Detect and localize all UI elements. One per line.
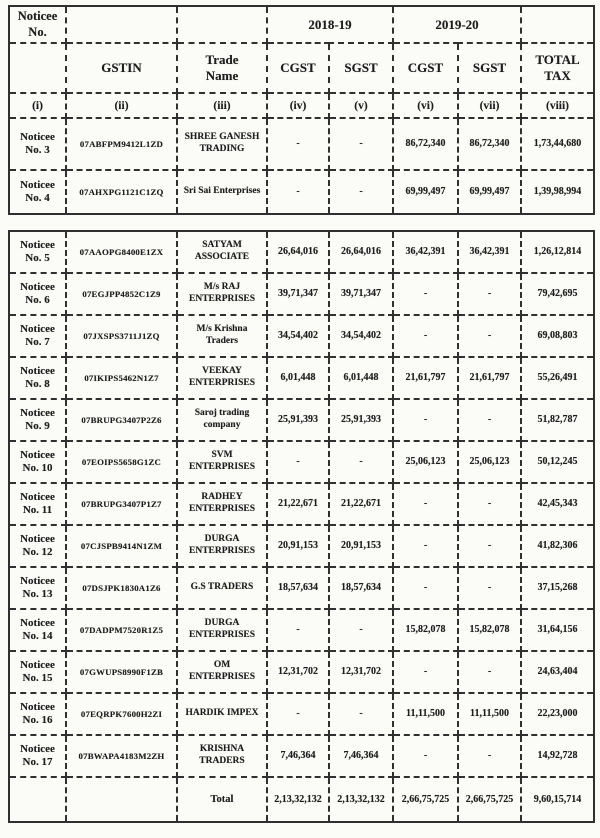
cgst-2018-19-cell: 18,57,634 [267, 567, 329, 609]
total-tax-cell: 22,23,000 [521, 693, 594, 735]
trade-name-cell: SVM ENTERPRISES [177, 441, 267, 483]
table-row [9, 399, 594, 441]
table-row [9, 483, 594, 525]
cgst-2018-19-cell: 34,54,402 [267, 315, 329, 357]
gstin-cell: 07ABFPM9412L1ZD [66, 118, 177, 170]
total-tax-cell: 24,63,404 [521, 651, 594, 693]
total-label: Total [177, 777, 267, 822]
cgst-2018-19-cell: - [267, 170, 329, 214]
table-row [9, 315, 594, 357]
header-cgst-2018-19: CGST [267, 43, 329, 93]
sgst-2018-19-cell: - [329, 609, 393, 651]
table-row [9, 357, 594, 399]
index-iii: (iii) [177, 93, 267, 118]
noticee-no-cell: Noticee No. 11 [9, 483, 66, 525]
sgst-2019-20-cell: 69,99,497 [458, 170, 521, 214]
total-tax-cell: 14,92,728 [521, 735, 594, 777]
noticee-no-cell: Noticee No. 15 [9, 651, 66, 693]
index-ii: (ii) [66, 93, 177, 118]
sgst-2018-19-cell: - [329, 441, 393, 483]
cgst-2019-20-cell: - [393, 567, 458, 609]
trade-name-cell: OM ENTERPRISES [177, 651, 267, 693]
header-row-indices [9, 93, 594, 118]
header-sgst-2019-20: SGST [458, 43, 521, 93]
header-row-columns [9, 43, 594, 93]
cgst-2018-19-cell: 21,22,671 [267, 483, 329, 525]
table-row [9, 693, 594, 735]
cgst-2019-20-cell: - [393, 483, 458, 525]
total-tax-cell: 37,15,268 [521, 567, 594, 609]
cgst-2018-19-cell: 39,71,347 [267, 273, 329, 315]
sgst-2018-19-cell: 18,57,634 [329, 567, 393, 609]
noticee-no-cell: Noticee No. 12 [9, 525, 66, 567]
sgst-2018-19-cell: 6,01,448 [329, 357, 393, 399]
header-year-2019-20: 2019-20 [393, 6, 521, 43]
cgst-2019-20-cell: - [393, 315, 458, 357]
noticee-no-cell: Noticee No. 5 [9, 231, 66, 273]
cgst-2019-20-cell: 69,99,497 [393, 170, 458, 214]
table-row [9, 651, 594, 693]
gstin-cell: 07BWAPA4183M2ZH [66, 735, 177, 777]
noticee-no-cell: Noticee No. 17 [9, 735, 66, 777]
index-vii: (vii) [458, 93, 521, 118]
total-tax-cell: 55,26,491 [521, 357, 594, 399]
total-sgst-2019-20-cell: 2,66,75,725 [458, 777, 521, 822]
total-tax-cell: 1,73,44,680 [521, 118, 594, 170]
cgst-2019-20-cell: 21,61,797 [393, 357, 458, 399]
gst-tax-table-part-1 [8, 5, 595, 215]
index-iv: (iv) [267, 93, 329, 118]
cgst-2019-20-cell: - [393, 273, 458, 315]
total-tax-cell: 79,42,695 [521, 273, 594, 315]
gst-tax-table-part-2 [8, 230, 595, 823]
cgst-2019-20-cell: 86,72,340 [393, 118, 458, 170]
sgst-2019-20-cell: 25,06,123 [458, 441, 521, 483]
sgst-2018-19-cell: 25,91,393 [329, 399, 393, 441]
trade-name-cell: M/s Krishna Traders [177, 315, 267, 357]
table-body-part-1 [9, 118, 594, 214]
cgst-2019-20-cell: - [393, 651, 458, 693]
header-gstin: GSTIN [66, 43, 177, 93]
trade-name-cell: M/s RAJ ENTERPRISES [177, 273, 267, 315]
gstin-cell: 07IKIPS5462N1Z7 [66, 357, 177, 399]
total-cgst-2018-19-cell: 2,13,32,132 [267, 777, 329, 822]
index-i: (i) [9, 93, 66, 118]
cgst-2018-19-cell: - [267, 693, 329, 735]
header-year-2018-19: 2018-19 [267, 6, 393, 43]
total-tax-cell: 1,39,98,994 [521, 170, 594, 214]
table-row [9, 441, 594, 483]
trade-name-cell: KRISHNA TRADERS [177, 735, 267, 777]
gstin-cell: 07JXSPS3711J1ZQ [66, 315, 177, 357]
trade-name-cell: HARDIK IMPEX [177, 693, 267, 735]
cgst-2018-19-cell: 12,31,702 [267, 651, 329, 693]
gstin-cell: 07EGJPP4852C1Z9 [66, 273, 177, 315]
total-tax-grand-total-cell: 9,60,15,714 [521, 777, 594, 822]
trade-name-cell: SHREE GANESH TRADING [177, 118, 267, 170]
cgst-2019-20-cell: - [393, 525, 458, 567]
noticee-no-cell: Noticee No. 7 [9, 315, 66, 357]
sgst-2019-20-cell: - [458, 567, 521, 609]
header-empty-cell [9, 43, 66, 93]
header-empty-cell [521, 6, 594, 43]
cgst-2018-19-cell: 25,91,393 [267, 399, 329, 441]
cgst-2018-19-cell: - [267, 609, 329, 651]
trade-name-cell: G.S TRADERS [177, 567, 267, 609]
table-row [9, 273, 594, 315]
total-tax-cell: 50,12,245 [521, 441, 594, 483]
cgst-2019-20-cell: 25,06,123 [393, 441, 458, 483]
table-row [9, 231, 594, 273]
table-row [9, 118, 594, 170]
cgst-2018-19-cell: 20,91,153 [267, 525, 329, 567]
index-v: (v) [329, 93, 393, 118]
total-row [9, 777, 594, 822]
table-row [9, 735, 594, 777]
total-tax-cell: 31,64,156 [521, 609, 594, 651]
noticee-no-cell: Noticee No. 3 [9, 118, 66, 170]
trade-name-cell: Saroj trading company [177, 399, 267, 441]
table-body-part-2 [9, 231, 594, 777]
gstin-cell: 07CJSPB9414N1ZM [66, 525, 177, 567]
sgst-2019-20-cell: - [458, 483, 521, 525]
header-row-years [9, 6, 594, 43]
sgst-2018-19-cell: - [329, 118, 393, 170]
sgst-2019-20-cell: 11,11,500 [458, 693, 521, 735]
header-noticee-no: Noticee No. [9, 6, 66, 43]
cgst-2018-19-cell: - [267, 441, 329, 483]
total-cgst-2019-20-cell: 2,66,75,725 [393, 777, 458, 822]
table-footer [9, 777, 594, 822]
sgst-2019-20-cell: - [458, 525, 521, 567]
sgst-2018-19-cell: - [329, 170, 393, 214]
table-row [9, 609, 594, 651]
sgst-2019-20-cell: - [458, 315, 521, 357]
gstin-cell: 07EQRPK7600H2ZI [66, 693, 177, 735]
trade-name-cell: Sri Sai Enterprises [177, 170, 267, 214]
sgst-2018-19-cell: 12,31,702 [329, 651, 393, 693]
table-row [9, 567, 594, 609]
header-cgst-2019-20: CGST [393, 43, 458, 93]
index-viii: (viii) [521, 93, 594, 118]
sgst-2018-19-cell: 26,64,016 [329, 231, 393, 273]
noticee-no-cell: Noticee No. 10 [9, 441, 66, 483]
header-total-tax: TOTAL TAX [521, 43, 594, 93]
trade-name-cell: VEEKAY ENTERPRISES [177, 357, 267, 399]
empty-cell [9, 777, 66, 822]
gstin-cell: 07BRUPG3407P1Z7 [66, 483, 177, 525]
trade-name-cell: RADHEY ENTERPRISES [177, 483, 267, 525]
sgst-2018-19-cell: 39,71,347 [329, 273, 393, 315]
table-header [9, 6, 594, 118]
cgst-2018-19-cell: 26,64,016 [267, 231, 329, 273]
header-trade-name: Trade Name [177, 43, 267, 93]
table-row [9, 170, 594, 214]
sgst-2018-19-cell: 20,91,153 [329, 525, 393, 567]
noticee-no-cell: Noticee No. 16 [9, 693, 66, 735]
total-tax-cell: 41,82,306 [521, 525, 594, 567]
total-tax-cell: 1,26,12,814 [521, 231, 594, 273]
cgst-2019-20-cell: - [393, 399, 458, 441]
total-tax-cell: 69,08,803 [521, 315, 594, 357]
sgst-2019-20-cell: 15,82,078 [458, 609, 521, 651]
total-sgst-2018-19-cell: 2,13,32,132 [329, 777, 393, 822]
cgst-2019-20-cell: 36,42,391 [393, 231, 458, 273]
cgst-2018-19-cell: 7,46,364 [267, 735, 329, 777]
sgst-2019-20-cell: - [458, 735, 521, 777]
cgst-2019-20-cell: 15,82,078 [393, 609, 458, 651]
cgst-2018-19-cell: - [267, 118, 329, 170]
gstin-cell: 07GWUPS8990F1ZB [66, 651, 177, 693]
trade-name-cell: DURGA ENTERPRISES [177, 609, 267, 651]
sgst-2019-20-cell: - [458, 273, 521, 315]
sgst-2018-19-cell: 34,54,402 [329, 315, 393, 357]
sgst-2018-19-cell: - [329, 693, 393, 735]
gstin-cell: 07BRUPG3407P2Z6 [66, 399, 177, 441]
table-row [9, 525, 594, 567]
total-tax-cell: 51,82,787 [521, 399, 594, 441]
trade-name-cell: SATYAM ASSOCIATE [177, 231, 267, 273]
noticee-no-cell: Noticee No. 4 [9, 170, 66, 214]
sgst-2018-19-cell: 7,46,364 [329, 735, 393, 777]
noticee-no-cell: Noticee No. 9 [9, 399, 66, 441]
sgst-2019-20-cell: 36,42,391 [458, 231, 521, 273]
header-empty-cell [177, 6, 267, 43]
sgst-2018-19-cell: 21,22,671 [329, 483, 393, 525]
index-vi: (vi) [393, 93, 458, 118]
noticee-no-cell: Noticee No. 14 [9, 609, 66, 651]
table-split-gap [8, 215, 593, 230]
gstin-cell: 07DADPM7520R1Z5 [66, 609, 177, 651]
header-empty-cell [66, 6, 177, 43]
gstin-cell: 07DSJPK1830A1Z6 [66, 567, 177, 609]
cgst-2019-20-cell: 11,11,500 [393, 693, 458, 735]
sgst-2019-20-cell: - [458, 399, 521, 441]
header-sgst-2018-19: SGST [329, 43, 393, 93]
gstin-cell: 07EOIPS5658G1ZC [66, 441, 177, 483]
noticee-no-cell: Noticee No. 6 [9, 273, 66, 315]
sgst-2019-20-cell: - [458, 651, 521, 693]
sgst-2019-20-cell: 21,61,797 [458, 357, 521, 399]
gstin-cell: 07AAOPG8400E1ZX [66, 231, 177, 273]
cgst-2018-19-cell: 6,01,448 [267, 357, 329, 399]
cgst-2019-20-cell: - [393, 735, 458, 777]
noticee-no-cell: Noticee No. 8 [9, 357, 66, 399]
empty-cell [66, 777, 177, 822]
gstin-cell: 07AHXPG1121C1ZQ [66, 170, 177, 214]
sgst-2019-20-cell: 86,72,340 [458, 118, 521, 170]
trade-name-cell: DURGA ENTERPRISES [177, 525, 267, 567]
noticee-no-cell: Noticee No. 13 [9, 567, 66, 609]
total-tax-cell: 42,45,343 [521, 483, 594, 525]
